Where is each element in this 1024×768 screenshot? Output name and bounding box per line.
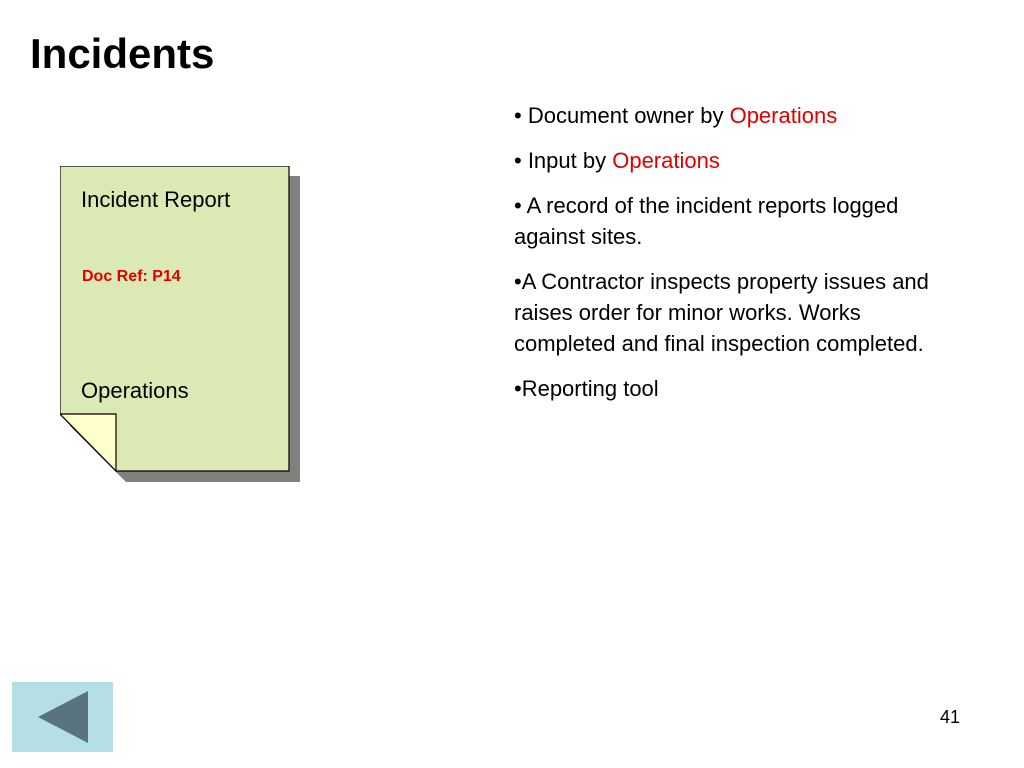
- bullet-item: [514, 373, 934, 404]
- document-title: Incident Report: [81, 187, 231, 212]
- bullet-list: [514, 100, 934, 418]
- back-arrow-icon: [12, 682, 113, 752]
- bullet-highlight: Operations: [612, 148, 720, 173]
- document-fold: [60, 414, 116, 471]
- bullet-text: • A record of the incident reports logged against sites.: [514, 193, 899, 249]
- bullet-text: •Reporting tool: [514, 376, 659, 401]
- bullet-text: • Input by: [514, 148, 613, 173]
- page-number: 41: [939, 707, 961, 727]
- back-button[interactable]: [12, 682, 113, 752]
- bullet-item: [514, 190, 934, 252]
- bullet-item: [514, 266, 934, 359]
- bullet-highlight: Operations: [729, 103, 838, 128]
- bullet-text: • Document owner by: [514, 103, 730, 128]
- bullet-text: •A Contractor inspects property issues and raises order for minor works. Works completed and final inspection completed.: [514, 269, 929, 356]
- bullet-item: [514, 145, 934, 176]
- document-owner: Operations: [81, 378, 189, 403]
- document-ref: Doc Ref: P14: [82, 268, 181, 285]
- slide-title: Incidents: [30, 30, 215, 77]
- bullet-item: [514, 100, 934, 131]
